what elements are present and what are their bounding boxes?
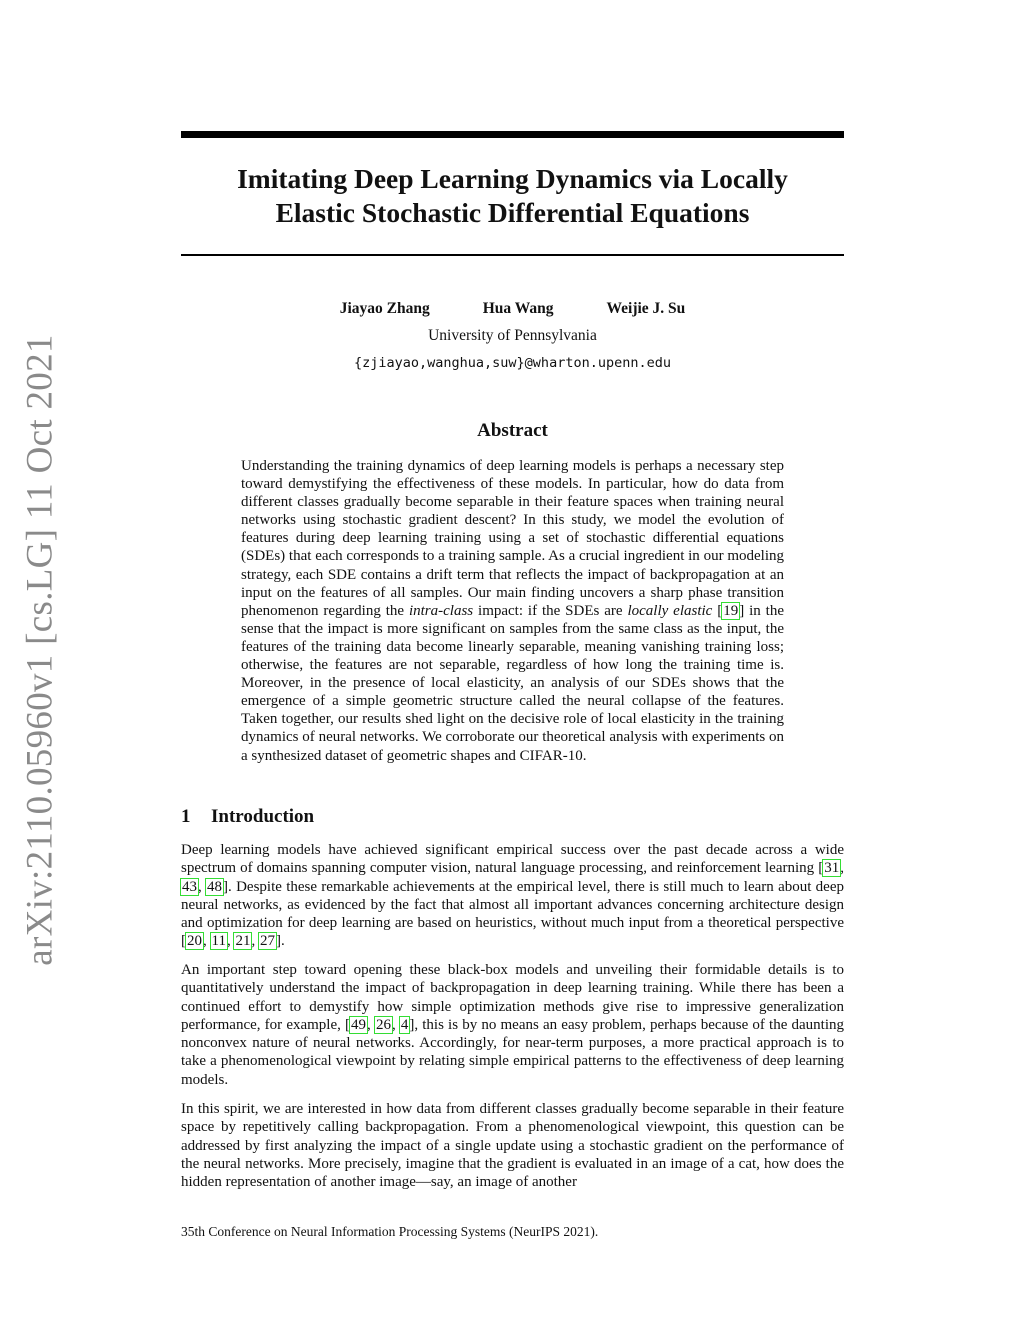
citation-separator: , bbox=[226, 933, 235, 950]
citation-link[interactable]: 21 bbox=[235, 933, 251, 950]
paragraph-text: ]. bbox=[275, 933, 285, 950]
section-number: 1 bbox=[181, 806, 191, 827]
paper-title bbox=[181, 162, 844, 230]
title-line-2: Elastic Stochastic Differential Equations bbox=[275, 197, 750, 228]
citation-separator: , bbox=[367, 1016, 375, 1033]
citation-separator: , bbox=[391, 1016, 400, 1033]
abstract-emphasis: intra-class bbox=[408, 602, 474, 619]
title-line-1: Imitating Deep Learning Dynamics via Locally bbox=[237, 163, 788, 194]
abstract-emphasis: locally elastic bbox=[627, 602, 713, 619]
citation-link[interactable]: 31 bbox=[824, 860, 840, 877]
citation-separator: , bbox=[198, 878, 207, 895]
conference-footnote: 35th Conference on Neural Information Processing Systems (NeurIPS 2021). bbox=[181, 1224, 599, 1239]
citation-link[interactable]: 48 bbox=[207, 878, 223, 895]
citation-link[interactable]: 4 bbox=[400, 1016, 409, 1033]
abstract-text: impact: if the SDEs are bbox=[473, 602, 628, 619]
intro-paragraph-2 bbox=[181, 961, 844, 1089]
abstract-body bbox=[241, 457, 784, 765]
paragraph-text: ], this is by no means an easy problem, perhaps because of the daunting nonconvex nature of neural networks. Accordingly, for near-term purposes, a more practical approach is to take a phenomenological viewpoint by relating simple empirical patterns to the effectiveness of deep learning models. bbox=[181, 1016, 845, 1088]
abstract-text: [ bbox=[712, 602, 723, 619]
author-name: Weijie J. Su bbox=[606, 300, 686, 317]
intro-paragraph-3: In this spirit, we are interested in how data from different classes gradually become separable in their feature space by repetitively calling backpropagation. From a phenomenological viewpoint, this question can be addressed by first analyzing the impact of a single update using a stochastic gradient on the performance of the neural networks. More precisely, imagine that the gradient is evaluated in an image of a cat, how does the hidden representation of another image—say, an image of another bbox=[181, 1101, 844, 1191]
abstract-text: ] bbox=[739, 602, 745, 619]
citation-link[interactable]: 19 bbox=[723, 602, 739, 619]
title-rule-top bbox=[181, 131, 844, 138]
section-heading-introduction bbox=[181, 806, 844, 828]
citation-link[interactable]: 26 bbox=[375, 1016, 391, 1033]
paragraph-text: An important step toward opening these black-box models and unveiling their formidable details is to quantitatively understand the impact of backpropagation in deep learning training. While there has been a continued effort to demystify how simple optimization methods give rise to impressive generalization performance, for example, [ bbox=[181, 962, 844, 1033]
citation-link[interactable]: 43 bbox=[182, 878, 197, 895]
author-list bbox=[181, 300, 844, 318]
intro-paragraph-1 bbox=[181, 841, 844, 951]
citation-link[interactable]: 20 bbox=[187, 933, 202, 950]
title-rule-bottom bbox=[181, 254, 844, 256]
author-name: Jiayao Zhang bbox=[339, 300, 430, 317]
author-email[interactable]: {zjiayao,wanghua,suw}@wharton.upenn.edu bbox=[354, 355, 671, 371]
arxiv-identifier[interactable]: arXiv:2110.05960v1 [cs.LG] 11 Oct 2021 bbox=[19, 334, 61, 966]
abstract-text: in the sense that the impact is more significant on samples from the same class as the input, the features of the training data become linearly separable, meaning vanishing training loss; otherwise, the features are not separable, regardless of how long the training time is. Moreover, in the presence of local elasticity, an analysis of our SDEs shows that the emergence of a simple geometric structure called the neural collapse of the features. Taken together, our results shed light on the decisive role of local elasticity in the training dynamics of neural networks. We corroborate our theoretical analysis with experiments on a synthesized dataset of geometric shapes and CIFAR-10. bbox=[241, 602, 784, 764]
abstract-text: Understanding the training dynamics of deep learning models is perhaps a necessary step toward demystifying the effectiveness of these models. In particular, how do data from different classes gradually become separable in their feature spaces when training neural networks using stochastic gradient descent? In this study, we model the evolution of features during deep learning training using a set of stochastic differential equations (SDEs) that each corresponds to a training sample. As a crucial ingredient in our modeling strategy, each SDE contains a drift term that reflects the impact of backpropagation at an input on the features of all samples. Our main finding uncovers a sharp phase transition phenomenon regarding the bbox=[241, 458, 784, 619]
citation-link[interactable]: 27 bbox=[259, 933, 275, 950]
section-title: Introduction bbox=[211, 806, 315, 827]
abstract-heading: Abstract bbox=[477, 420, 548, 441]
arxiv-stamp bbox=[0, 334, 80, 966]
paragraph-text: Deep learning models have achieved significant empirical success over the past decade across a wide spectrum of domains spanning computer vision, natural language processing, and reinforcement learning [ bbox=[181, 842, 844, 877]
affiliation: University of Pennsylvania bbox=[428, 327, 597, 344]
citation-link[interactable]: 11 bbox=[211, 933, 226, 950]
citation-separator: , bbox=[251, 933, 259, 950]
author-name: Hua Wang bbox=[482, 300, 554, 317]
citation-separator: , bbox=[203, 933, 211, 950]
citation-link[interactable]: 49 bbox=[351, 1016, 367, 1033]
paragraph-text: ]. Despite these remarkable achievements at the empirical level, there is still much to learn about deep neural networks, as evidenced by the fact that almost all important advances concerning architecture design and optimization for deep learning are based on heuristics, without much input from a theoretical perspective [ bbox=[181, 878, 844, 950]
citation-separator: , bbox=[840, 860, 844, 877]
